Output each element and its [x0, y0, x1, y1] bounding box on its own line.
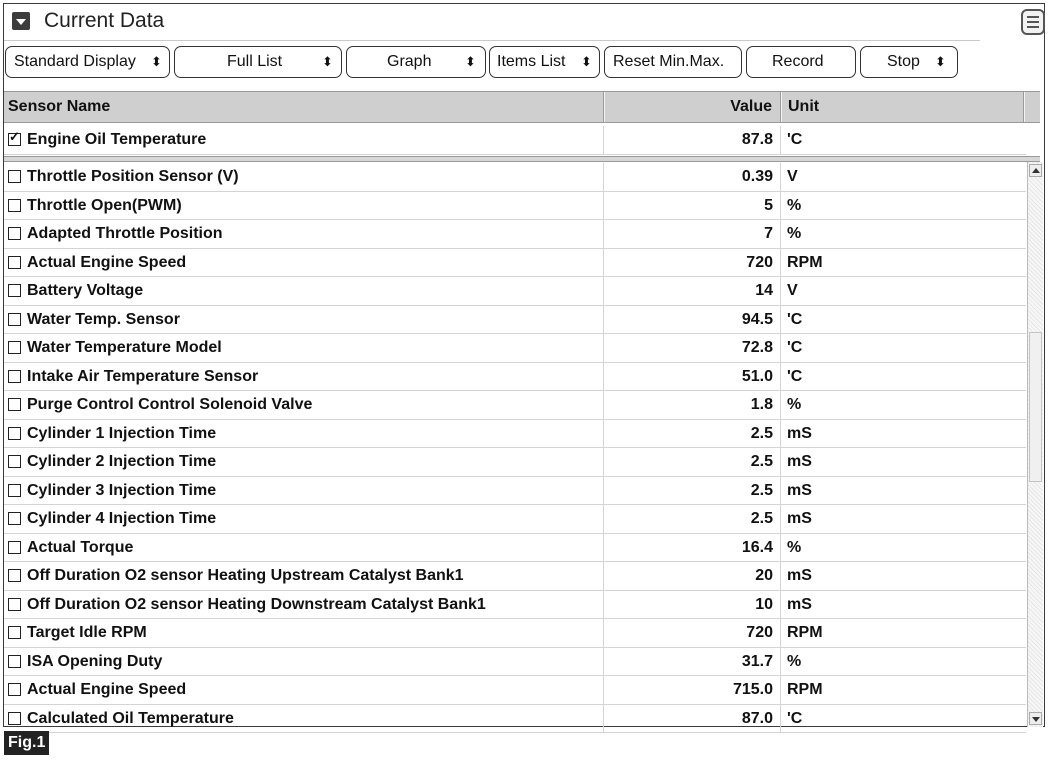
panel-title: Current Data — [44, 9, 165, 32]
row-checkbox[interactable] — [8, 655, 21, 668]
sensor-name: Actual Torque — [27, 538, 134, 556]
sensor-name: Off Duration O2 sensor Heating Upstream Catalyst Bank1 — [27, 567, 464, 584]
row-checkbox[interactable] — [8, 683, 21, 696]
reset-min-max-button[interactable] — [604, 46, 742, 78]
cell-divider — [780, 705, 781, 733]
scrollbar-thumb[interactable] — [1029, 332, 1042, 482]
sensor-unit: % — [787, 652, 802, 670]
sensor-unit: V — [787, 282, 798, 299]
table-row[interactable] — [4, 334, 1026, 363]
sensor-name: Actual Engine Speed — [27, 253, 187, 271]
standard-display-select[interactable] — [5, 46, 170, 78]
cell-divider — [603, 534, 604, 562]
cell-divider — [603, 619, 604, 647]
cell-divider — [603, 676, 604, 704]
sensor-name: ISA Opening Duty — [27, 652, 163, 670]
sensor-value: 20 — [755, 567, 773, 584]
sensor-name: Off Duration O2 sensor Heating Downstream Catalyst Bank1 — [27, 595, 486, 613]
menu-icon[interactable] — [1021, 9, 1045, 35]
row-checkbox[interactable] — [8, 398, 21, 411]
cell-divider — [780, 420, 781, 448]
vertical-scrollbar[interactable] — [1027, 162, 1043, 727]
cell-divider — [780, 306, 781, 334]
stop-select[interactable] — [860, 46, 958, 78]
items-list-label: Items List — [497, 53, 566, 70]
cell-divider — [780, 220, 781, 248]
sensor-unit: % — [787, 196, 802, 214]
cell-divider — [780, 126, 781, 154]
full-list-select[interactable] — [174, 46, 342, 78]
sensor-unit: mS — [787, 510, 812, 527]
table-row[interactable] — [4, 163, 1026, 192]
sensor-name: Engine Oil Temperature — [27, 131, 207, 148]
sensor-name: Throttle Open(PWM) — [27, 196, 182, 214]
items-list-select[interactable] — [489, 46, 600, 78]
pinned-divider[interactable] — [4, 156, 1040, 162]
sort-arrows-icon: ⬍ — [581, 54, 592, 69]
cell-divider — [780, 477, 781, 505]
sensor-name: Cylinder 4 Injection Time — [27, 510, 217, 527]
table-row[interactable] — [4, 477, 1026, 506]
figure-label: Fig.1 — [4, 731, 49, 755]
scroll-up-arrow-icon[interactable] — [1029, 164, 1042, 177]
table-row[interactable] — [4, 591, 1026, 620]
sensor-value: 14 — [755, 282, 773, 299]
cell-divider — [603, 391, 604, 419]
sensor-unit: V — [787, 168, 798, 185]
row-checkbox[interactable] — [8, 170, 21, 183]
cell-divider — [603, 249, 604, 277]
cell-divider — [603, 477, 604, 505]
table-row[interactable] — [4, 619, 1026, 648]
row-checkbox[interactable] — [8, 541, 21, 554]
sensor-value: 715.0 — [732, 681, 773, 698]
table-row[interactable] — [4, 306, 1026, 335]
reset-min-max-label: Reset Min.Max. — [613, 53, 725, 70]
cell-divider — [780, 249, 781, 277]
sensor-unit: 'C — [787, 709, 803, 727]
sensor-value: 5 — [764, 196, 773, 214]
sensor-unit: RPM — [787, 253, 823, 271]
cell-divider — [603, 163, 604, 191]
sensor-value: 16.4 — [741, 538, 773, 556]
cell-divider — [780, 334, 781, 362]
cell-divider — [780, 163, 781, 191]
cell-divider — [603, 505, 604, 533]
sensor-value: 2.5 — [750, 453, 773, 470]
cell-divider — [780, 448, 781, 476]
cell-divider — [603, 306, 604, 334]
sensor-unit: RPM — [787, 681, 823, 698]
sensor-value: 7 — [764, 225, 773, 242]
sensor-value: 72.8 — [741, 339, 773, 356]
sensor-value: 2.5 — [750, 481, 773, 499]
sensor-value: 720 — [746, 624, 773, 641]
graph-select[interactable] — [346, 46, 486, 78]
table-row[interactable] — [4, 705, 1026, 734]
record-button[interactable] — [746, 46, 856, 78]
full-list-label: Full List — [227, 53, 283, 70]
sensor-name: Cylinder 1 Injection Time — [27, 424, 217, 442]
table-header — [4, 91, 1040, 123]
column-header-value[interactable]: Value — [730, 98, 772, 115]
row-checkbox[interactable] — [8, 341, 21, 354]
sensor-unit: 'C — [787, 339, 803, 356]
table-row[interactable] — [4, 648, 1026, 677]
cell-divider — [603, 648, 604, 676]
sensor-value: 31.7 — [741, 652, 773, 670]
sensor-value: 10 — [755, 595, 773, 613]
cell-divider — [603, 220, 604, 248]
panel-header — [4, 4, 980, 41]
cell-divider — [780, 619, 781, 647]
sort-arrows-icon: ⬍ — [151, 54, 162, 69]
cell-divider — [603, 192, 604, 220]
sensor-unit: 'C — [787, 131, 803, 148]
row-checkbox[interactable] — [8, 455, 21, 468]
row-checkbox[interactable] — [8, 227, 21, 240]
toolbar — [2, 46, 1002, 80]
table-row[interactable] — [4, 249, 1026, 278]
cell-divider — [780, 363, 781, 391]
cell-divider — [780, 591, 781, 619]
cell-divider — [780, 676, 781, 704]
cell-divider — [603, 705, 604, 733]
sensor-name: Calculated Oil Temperature — [27, 709, 234, 727]
sensor-unit: % — [787, 396, 802, 413]
cell-divider — [603, 277, 604, 305]
sensor-name: Intake Air Temperature Sensor — [27, 367, 259, 385]
column-header-sensor-name[interactable]: Sensor Name — [8, 98, 111, 115]
standard-display-label: Standard Display — [14, 53, 136, 70]
column-divider[interactable] — [603, 92, 605, 122]
row-checkbox[interactable] — [8, 512, 21, 525]
column-header-unit[interactable]: Unit — [788, 98, 820, 115]
sensor-unit: 'C — [787, 367, 803, 385]
sensor-name: Actual Engine Speed — [27, 681, 187, 698]
cell-divider — [780, 192, 781, 220]
row-checkbox[interactable] — [8, 427, 21, 440]
cell-divider — [603, 420, 604, 448]
sensor-value: 720 — [746, 253, 773, 271]
table-row[interactable] — [4, 391, 1026, 420]
sensor-name: Battery Voltage — [27, 282, 144, 299]
table-row[interactable] — [4, 126, 1026, 155]
sensor-unit: mS — [787, 453, 812, 470]
row-checkbox[interactable] — [8, 598, 21, 611]
table-row[interactable] — [4, 505, 1026, 534]
sensor-value: 94.5 — [741, 310, 773, 328]
sensor-unit: 'C — [787, 310, 803, 328]
sort-arrows-icon: ⬍ — [322, 54, 333, 69]
cell-divider — [603, 562, 604, 590]
scroll-down-arrow-icon[interactable] — [1029, 712, 1042, 725]
table-row[interactable] — [4, 562, 1026, 591]
table-row[interactable] — [4, 277, 1026, 306]
cell-divider — [780, 534, 781, 562]
record-label: Record — [772, 53, 824, 70]
row-checkbox[interactable] — [8, 569, 21, 582]
sensor-name: Throttle Position Sensor (V) — [27, 168, 239, 185]
sensor-name: Cylinder 3 Injection Time — [27, 481, 217, 499]
sensor-unit: mS — [787, 595, 812, 613]
cell-divider — [603, 126, 604, 154]
sensor-value: 0.39 — [741, 168, 773, 185]
sensor-value: 51.0 — [741, 367, 773, 385]
cell-divider — [603, 591, 604, 619]
collapse-toggle-icon[interactable] — [12, 12, 30, 30]
sensor-name: Water Temp. Sensor — [27, 310, 180, 328]
sensor-unit: mS — [787, 567, 812, 584]
table-row[interactable] — [4, 534, 1026, 563]
sensor-unit: RPM — [787, 624, 823, 641]
sensor-unit: mS — [787, 481, 812, 499]
graph-label: Graph — [387, 53, 432, 70]
row-checkbox[interactable] — [8, 313, 21, 326]
sensor-value: 2.5 — [750, 510, 773, 527]
table-row[interactable] — [4, 676, 1026, 705]
table-row[interactable] — [4, 192, 1026, 221]
cell-divider — [780, 277, 781, 305]
table-row[interactable] — [4, 363, 1026, 392]
table-row[interactable] — [4, 420, 1026, 449]
sensor-value: 1.8 — [750, 396, 773, 413]
row-checkbox[interactable] — [8, 484, 21, 497]
row-checkbox[interactable] — [8, 626, 21, 639]
row-checkbox[interactable] — [8, 370, 21, 383]
column-divider[interactable] — [780, 92, 782, 122]
cell-divider — [780, 391, 781, 419]
sensor-value: 87.8 — [741, 131, 773, 148]
cell-divider — [603, 363, 604, 391]
sensor-value: 2.5 — [750, 424, 773, 442]
table-row[interactable] — [4, 220, 1026, 249]
row-checkbox[interactable] — [8, 284, 21, 297]
sensor-unit: mS — [787, 424, 812, 442]
sort-arrows-icon: ⬍ — [465, 54, 476, 69]
sensor-name: Water Temperature Model — [27, 339, 222, 356]
row-checkbox[interactable] — [8, 256, 21, 269]
cell-divider — [780, 505, 781, 533]
sensor-unit: % — [787, 225, 802, 242]
cell-divider — [780, 562, 781, 590]
row-checkbox[interactable] — [8, 199, 21, 212]
sensor-unit: % — [787, 538, 802, 556]
row-checkbox[interactable] — [8, 133, 21, 146]
sort-arrows-icon: ⬍ — [935, 54, 946, 69]
sensor-name: Cylinder 2 Injection Time — [27, 453, 217, 470]
row-checkbox[interactable] — [8, 712, 21, 725]
sensor-name: Adapted Throttle Position — [27, 225, 223, 242]
cell-divider — [780, 648, 781, 676]
sensor-name: Purge Control Control Solenoid Valve — [27, 396, 313, 413]
cell-divider — [603, 448, 604, 476]
sensor-name: Target Idle RPM — [27, 624, 147, 641]
stop-label: Stop — [887, 53, 920, 70]
sensor-value: 87.0 — [741, 709, 773, 727]
table-row[interactable] — [4, 448, 1026, 477]
column-divider[interactable] — [1023, 92, 1025, 122]
cell-divider — [603, 334, 604, 362]
